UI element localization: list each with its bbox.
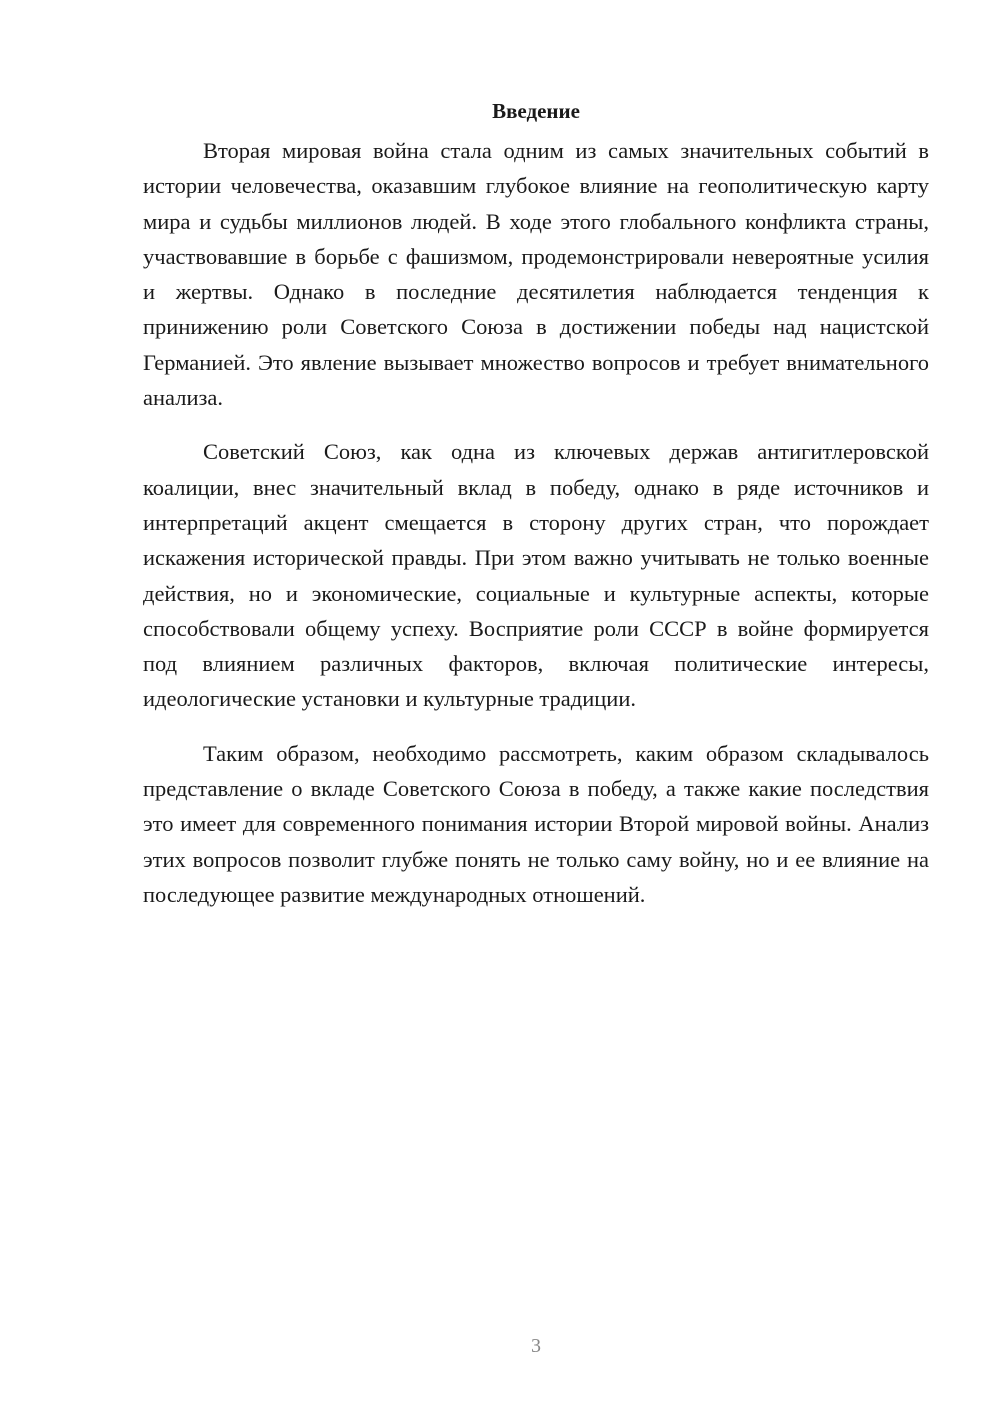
document-body	[143, 96, 929, 931]
paragraph-3: Таким образом, необходимо рассмотреть, каким образом складывалось представление о вкладе Советского Союза в победу, а также какие последствия это имеет для современного понимания истории Второй мировой войны. Анализ этих вопросов позволит глубже понять не только саму войну, но и ее влияние на последующее развитие международных отношений.	[143, 740, 929, 907]
section-title: Введение	[492, 99, 580, 123]
paragraph-2: Советский Союз, как одна из ключевых держав антигитлеровской коалиции, внес значительный вклад в победу, однако в ряде источников и интерпретаций акцент смещается в сторону других стран, что порождает искажения исторической правды. При этом важно учитывать не только военные действия, но и экономические, социальные и культурные аспекты, которые способствовали общему успеху. Восприятие роли СССР в войне формируется под влиянием различных факторов, включая политические интересы, идеологические установки и культурные традиции.	[143, 439, 929, 712]
page-number: 3	[531, 1335, 541, 1357]
paragraph-1: Вторая мировая война стала одним из самых значительных событий в истории человечества, оказавшим глубокое влияние на геополитическую карту мира и судьбы миллионов людей. В ходе этого глобального конфликта страны, участвовавшие в борьбе с фашизмом, продемонстрировали невероятные усилия и жертвы. Однако в последние десятилетия наблюдается тенденция к принижению роли Советского Союза в достижении победы над нацистской Германией. Это явление вызывает множество вопросов и требует внимательного анализа.	[143, 138, 929, 411]
